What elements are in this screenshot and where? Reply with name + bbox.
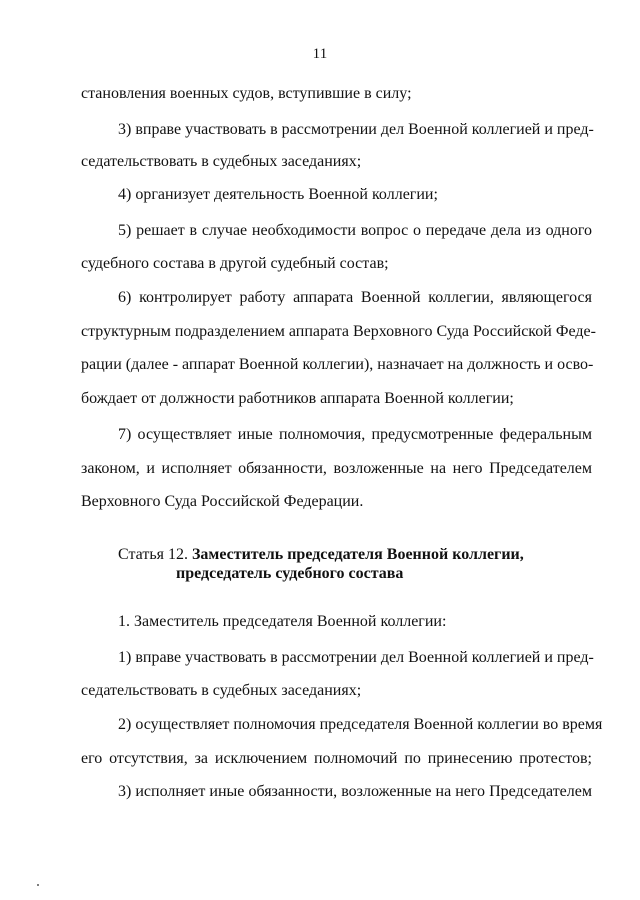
- scan-speck: [37, 884, 39, 886]
- text-line: структурным подразделением аппарата Верховного Суда Российской Феде-: [81, 323, 596, 340]
- text-line: 7) осуществляет иные полномочия, предусмотренные федеральным: [118, 426, 592, 443]
- article-title-line2: председатель судебного состава: [176, 565, 404, 582]
- text-line: становления военных судов, вступившие в силу;: [81, 85, 412, 102]
- text-line: 5) решает в случае необходимости вопрос о передаче дела из одного: [118, 222, 592, 239]
- page-number: 11: [312, 46, 328, 62]
- text-line: судебного состава в другой судебный состав;: [81, 255, 389, 272]
- text-line: 2) осуществляет полномочия председателя Военной коллегии во время: [118, 716, 603, 733]
- text-line: седательствовать в судебных заседаниях;: [81, 153, 362, 170]
- text-line: бождает от должности работников аппарата Военной коллегии;: [81, 390, 514, 407]
- text-line: 3) исполняет иные обязанности, возложенные на него Председателем: [118, 783, 592, 800]
- text-line: 1. Заместитель председателя Военной коллегии:: [118, 613, 447, 630]
- text-line: 1) вправе участвовать в рассмотрении дел Военной коллегией и пред-: [118, 649, 594, 666]
- article-heading: [118, 547, 524, 563]
- text-line: Верховного Суда Российской Федерации.: [81, 493, 364, 510]
- text-line: 6) контролирует работу аппарата Военной коллегии, являющегося: [118, 289, 592, 306]
- text-line: седательствовать в судебных заседаниях;: [81, 682, 362, 699]
- text-line: его отсутствия, за исключением полномочий по принесению протестов;: [81, 750, 592, 767]
- text-line: рации (далее - аппарат Военной коллегии), назначает на должность и осво-: [81, 356, 594, 373]
- text-line: 4) организует деятельность Военной коллегии;: [118, 186, 438, 203]
- text-line: 3) вправе участвовать в рассмотрении дел Военной коллегией и пред-: [118, 121, 594, 138]
- article-title-line1: Заместитель председателя Военной коллегии,: [191, 546, 524, 563]
- text-line: законом, и исполняет обязанности, возложенные на него Председателем: [81, 460, 592, 477]
- article-number: Статья 12.: [118, 546, 188, 563]
